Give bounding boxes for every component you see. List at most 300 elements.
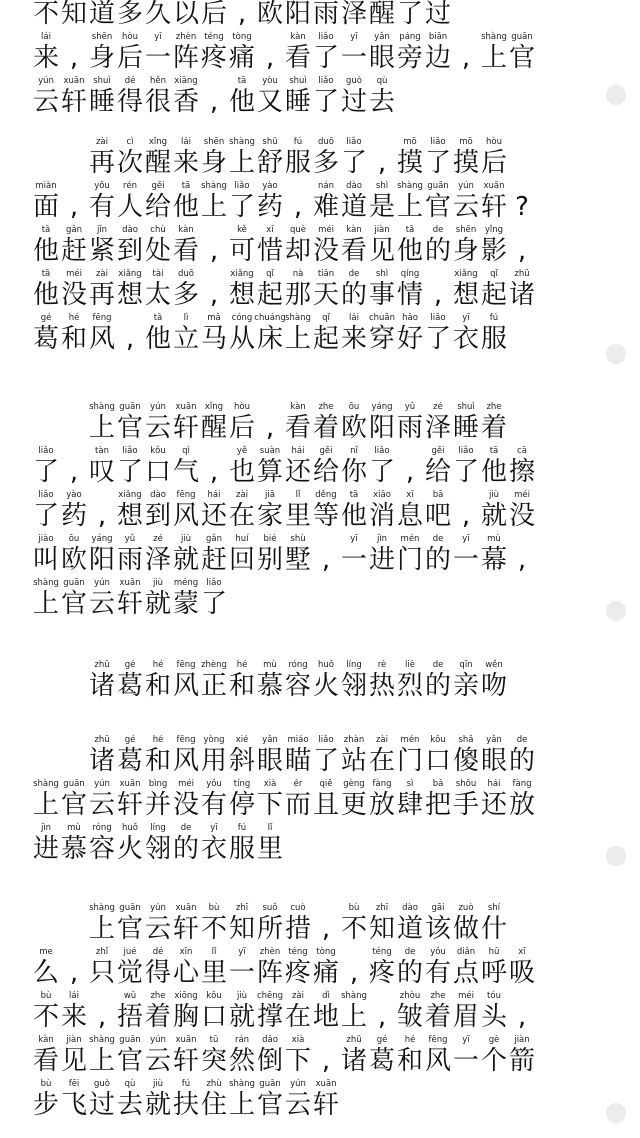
pinyin: yī [462, 313, 470, 323]
pinyin: hū [488, 947, 500, 957]
pinyin: fēng [176, 490, 196, 500]
hanzi: 了 [312, 87, 339, 117]
hanzi: 了 [452, 457, 479, 487]
ruby-char [312, 402, 340, 443]
pinyin: shuì [457, 402, 475, 412]
hanzi: 了 [424, 148, 451, 178]
hanzi: 给 [312, 457, 339, 487]
ruby-char [200, 225, 228, 266]
ruby-char [368, 0, 396, 29]
ruby-char [312, 313, 340, 354]
ruby-char [32, 32, 60, 73]
ruby-char [256, 991, 284, 1032]
pinyin: jiù [152, 1079, 164, 1089]
pinyin: shàng [481, 32, 507, 42]
hanzi: 下 [256, 790, 283, 820]
ruby-char [60, 225, 88, 266]
pinyin: zhòu [399, 991, 421, 1001]
hanzi: , [293, 192, 303, 222]
ruby-char [60, 181, 88, 222]
ruby-char [172, 181, 200, 222]
hanzi: 里 [256, 834, 283, 864]
pinyin: liǎo [318, 32, 334, 42]
hanzi: 诸 [88, 746, 115, 776]
ruby-char [312, 1035, 340, 1076]
ruby-char [256, 313, 284, 354]
ruby-char [284, 991, 312, 1032]
hanzi: 什 [480, 914, 507, 944]
hanzi: 口 [424, 746, 451, 776]
pinyin: fēng [92, 313, 112, 323]
ruby-char [228, 269, 256, 310]
scroll-marker-dot [606, 846, 626, 866]
ruby-char [368, 446, 396, 487]
ruby-char [396, 137, 424, 178]
ruby-char [144, 534, 172, 575]
hanzi: 葛 [116, 671, 143, 701]
hanzi: 措 [284, 914, 311, 944]
ruby-char [340, 76, 368, 117]
pinyin: xīn [179, 947, 193, 957]
ruby-char [396, 181, 424, 222]
hanzi: 瞄 [284, 746, 311, 776]
pinyin: jìn [376, 534, 388, 544]
hanzi: 一 [228, 958, 255, 988]
pinyin: yáng [371, 402, 393, 412]
hanzi: 轩 [480, 192, 507, 222]
pinyin: cuò [290, 903, 306, 913]
pinyin: xiōng [174, 991, 198, 1001]
hanzi: 了 [32, 501, 59, 531]
ruby-char [32, 534, 60, 575]
pinyin: liǎo [234, 181, 250, 191]
pinyin: mén [400, 735, 420, 745]
pinyin: wǔ [123, 991, 137, 1001]
pinyin: méi [66, 269, 82, 279]
pinyin: lǐ [267, 823, 273, 833]
pinyin: yún [94, 779, 110, 789]
pinyin: ér [293, 779, 303, 789]
pinyin: líng [150, 823, 166, 833]
ruby-char [396, 225, 424, 266]
pinyin: zhe [430, 991, 446, 1001]
ruby-char [340, 446, 368, 487]
ruby-char [256, 823, 284, 864]
ruby-char [312, 903, 340, 944]
hanzi: 想 [228, 280, 255, 310]
hanzi: 紧 [88, 236, 115, 266]
ruby-char [228, 991, 256, 1032]
ruby-char [256, 225, 284, 266]
hanzi: 口 [200, 1002, 227, 1032]
hanzi: , [97, 1002, 107, 1032]
hanzi: 赶 [60, 236, 87, 266]
hanzi: , [69, 457, 79, 487]
pinyin: zhù [206, 1079, 222, 1089]
ruby-char [340, 490, 368, 531]
hanzi: 诸 [508, 280, 535, 310]
pinyin: shǒu [455, 779, 477, 789]
pinyin: cì [126, 137, 134, 147]
ruby-char [228, 137, 256, 178]
hanzi: 没 [508, 501, 535, 531]
ruby-char [340, 181, 368, 222]
hanzi: 知 [228, 914, 255, 944]
hanzi: , [125, 324, 135, 354]
ruby-char [172, 402, 200, 443]
hanzi: 突 [200, 1046, 227, 1076]
ruby-char [144, 0, 172, 29]
hanzi: 没 [60, 280, 87, 310]
hanzi: 得 [144, 958, 171, 988]
hanzi: 幕 [480, 545, 507, 575]
pinyin: zuò [458, 903, 474, 913]
ruby-char [480, 947, 508, 988]
hanzi: 和 [396, 1046, 423, 1076]
ruby-char [508, 534, 536, 575]
hanzi: 轩 [172, 914, 199, 944]
pinyin: hé [404, 1035, 416, 1045]
ruby-char [424, 660, 452, 701]
ruby-char [368, 313, 396, 354]
pinyin: qíng [400, 269, 420, 279]
ruby-char [256, 269, 284, 310]
ruby-char [116, 269, 144, 310]
ruby-char [144, 735, 172, 776]
ruby-char [172, 446, 200, 487]
hanzi: 点 [452, 958, 479, 988]
ruby-char [228, 402, 256, 443]
ruby-char [256, 32, 284, 73]
text-line [32, 779, 592, 823]
ruby-char [480, 779, 508, 820]
pinyin: tā [405, 225, 415, 235]
pinyin: hé [152, 735, 164, 745]
ruby-char [396, 947, 424, 988]
pinyin: xuān [315, 1079, 337, 1089]
hanzi: 停 [228, 790, 255, 820]
hanzi: 吻 [480, 671, 507, 701]
pinyin: jiù [180, 534, 192, 544]
hanzi: , [209, 457, 219, 487]
hanzi: 再 [88, 280, 115, 310]
ruby-char [396, 32, 424, 73]
ruby-char [312, 225, 340, 266]
ruby-char [368, 991, 396, 1032]
ruby-char [228, 823, 256, 864]
hanzi: 和 [144, 746, 171, 776]
hanzi: 身 [200, 148, 227, 178]
pinyin: zài [291, 991, 305, 1001]
ruby-char [200, 181, 228, 222]
ruby-char [200, 779, 228, 820]
ruby-char [32, 446, 60, 487]
hanzi: 醒 [368, 0, 395, 29]
pinyin: shí [487, 903, 501, 913]
ruby-char [88, 991, 116, 1032]
pinyin: mǎ [207, 313, 221, 323]
pinyin: lái [349, 313, 359, 323]
ruby-char [172, 137, 200, 178]
hanzi: 给 [424, 457, 451, 487]
pinyin: fàng [372, 779, 392, 789]
hanzi: 欧 [60, 545, 87, 575]
ruby-char [284, 947, 312, 988]
hanzi: 服 [228, 834, 255, 864]
hanzi: 和 [144, 671, 171, 701]
ruby-char [256, 534, 284, 575]
hanzi: 摸 [452, 148, 479, 178]
ruby-char [508, 1035, 536, 1076]
pinyin: jiàn [66, 1035, 82, 1045]
ruby-char [480, 137, 508, 178]
ruby-char [452, 490, 480, 531]
hanzi: 又 [256, 87, 283, 117]
hanzi: 容 [88, 834, 115, 864]
pinyin: xiǎng [230, 269, 254, 279]
ruby-char [88, 1035, 116, 1076]
pinyin: dǎo [262, 1035, 278, 1045]
hanzi: 赶 [200, 545, 227, 575]
hanzi: 在 [368, 746, 395, 776]
ruby-char [508, 735, 536, 776]
hanzi: 睡 [452, 413, 479, 443]
ruby-char [32, 823, 60, 864]
ruby-char [60, 578, 88, 619]
pinyin: yǎn [262, 735, 278, 745]
ruby-char [284, 446, 312, 487]
pinyin: bù [40, 1079, 52, 1089]
pinyin: yī [154, 32, 162, 42]
ruby-char [116, 947, 144, 988]
ruby-char [116, 903, 144, 944]
pinyin: shàng [341, 991, 367, 1001]
pinyin: diǎn [456, 947, 476, 957]
ruby-char [284, 269, 312, 310]
ruby-char [368, 779, 396, 820]
ruby-char [228, 779, 256, 820]
pinyin: kàn [346, 225, 362, 235]
pinyin: yún [150, 1035, 166, 1045]
pinyin: yún [458, 181, 474, 191]
hanzi: 撑 [256, 1002, 283, 1032]
pinyin: dào [402, 903, 418, 913]
hanzi: , [517, 1002, 527, 1032]
ruby-char [312, 446, 340, 487]
ruby-char [172, 490, 200, 531]
ruby-char [200, 823, 228, 864]
hanzi: 翎 [144, 834, 171, 864]
hanzi: 门 [396, 746, 423, 776]
hanzi: 傻 [452, 746, 479, 776]
hanzi: 见 [60, 1046, 87, 1076]
text-line [32, 735, 592, 779]
ruby-char [424, 225, 452, 266]
pinyin: tā [41, 225, 51, 235]
hanzi: 飞 [60, 1090, 87, 1120]
ruby-char [60, 269, 88, 310]
ruby-char [452, 402, 480, 443]
pinyin: zài [235, 490, 249, 500]
hanzi: 好 [396, 324, 423, 354]
pinyin: yī [350, 534, 358, 544]
ruby-char [32, 269, 60, 310]
text-line [32, 0, 592, 32]
pinyin: de [432, 534, 444, 544]
pinyin: zhī [235, 903, 249, 913]
pinyin: róng [92, 823, 112, 833]
pinyin: zhèn [175, 32, 197, 42]
ruby-char [32, 991, 60, 1032]
pinyin: guān [63, 578, 85, 588]
hanzi: 了 [424, 324, 451, 354]
ruby-char [200, 578, 228, 619]
text-line [32, 534, 592, 578]
hanzi: 气 [172, 457, 199, 487]
paragraph [32, 0, 592, 120]
ruby-char [396, 779, 424, 820]
ruby-char [144, 1079, 172, 1120]
hanzi: , [209, 280, 219, 310]
ruby-char [480, 181, 508, 222]
ruby-char [88, 269, 116, 310]
ruby-char [452, 225, 480, 266]
ruby-char [60, 0, 88, 29]
hanzi: 该 [424, 914, 451, 944]
hanzi: 就 [144, 1090, 171, 1120]
pinyin: guān [511, 32, 533, 42]
pinyin: yī [462, 534, 470, 544]
ruby-char [172, 32, 200, 73]
pinyin: xuān [175, 903, 197, 913]
hanzi: 处 [144, 236, 171, 266]
ruby-char [116, 313, 144, 354]
hanzi: , [209, 236, 219, 266]
hanzi: 事 [368, 280, 395, 310]
hanzi: 床 [256, 324, 283, 354]
pinyin: yǎn [374, 32, 390, 42]
pinyin: qǐ [322, 313, 330, 323]
hanzi: 眉 [452, 1002, 479, 1032]
hanzi: 他 [480, 457, 507, 487]
ruby-char [312, 534, 340, 575]
pinyin: xuān [63, 76, 85, 86]
pinyin: lái [69, 991, 79, 1001]
hanzi: 着 [424, 1002, 451, 1032]
pinyin: shàng [229, 1079, 255, 1089]
pinyin: yún [94, 578, 110, 588]
hanzi: 云 [32, 87, 59, 117]
hanzi: 官 [508, 43, 535, 73]
hanzi: 看 [284, 43, 311, 73]
pinyin: zài [95, 269, 109, 279]
ruby-char [452, 32, 480, 73]
pinyin: mù [67, 823, 81, 833]
hanzi: 欧 [256, 0, 283, 29]
pinyin: liè [405, 660, 415, 670]
pinyin: fēng [428, 1035, 448, 1045]
hanzi: 也 [228, 457, 255, 487]
pinyin: dé [152, 947, 164, 957]
pinyin: yǔ [124, 534, 136, 544]
pinyin: nán [318, 181, 334, 191]
hanzi: 就 [172, 545, 199, 575]
pinyin: guān [119, 402, 141, 412]
pinyin: xī [518, 947, 526, 957]
pinyin: fú [181, 1079, 191, 1089]
ruby-char [172, 76, 200, 117]
ruby-char [284, 1079, 312, 1120]
pinyin: lái [41, 32, 51, 42]
hanzi: , [349, 958, 359, 988]
hanzi: 阵 [172, 43, 199, 73]
hanzi: 上 [32, 790, 59, 820]
hanzi: 然 [228, 1046, 255, 1076]
pinyin: fēng [176, 735, 196, 745]
hanzi: 着 [312, 413, 339, 443]
hanzi: 得 [116, 87, 143, 117]
ruby-char [368, 137, 396, 178]
ruby-char [368, 947, 396, 988]
ruby-char [424, 735, 452, 776]
pinyin: jiù [152, 578, 164, 588]
ruby-char [396, 402, 424, 443]
ruby-char [144, 903, 172, 944]
ruby-char [480, 991, 508, 1032]
ruby-char [452, 947, 480, 988]
hanzi: 去 [116, 1090, 143, 1120]
text-line [32, 1035, 592, 1079]
hanzi: 葛 [116, 746, 143, 776]
hanzi: 的 [340, 280, 367, 310]
hanzi: 亲 [452, 671, 479, 701]
ruby-char [424, 32, 452, 73]
ruby-char [480, 660, 508, 701]
hanzi: 过 [88, 1090, 115, 1120]
hanzi: 轩 [116, 790, 143, 820]
hanzi: 葛 [32, 324, 59, 354]
ruby-char [60, 76, 88, 117]
ruby-char [452, 991, 480, 1032]
pinyin: qù [124, 1079, 136, 1089]
hanzi: 看 [32, 1046, 59, 1076]
pinyin: tiān [317, 269, 335, 279]
hanzi: 惜 [256, 236, 283, 266]
hanzi: , [265, 413, 275, 443]
hanzi: 阳 [284, 0, 311, 29]
hanzi: , [377, 148, 387, 178]
ruby-char [116, 32, 144, 73]
pinyin: kàn [38, 1035, 54, 1045]
hanzi: 衣 [452, 324, 479, 354]
ruby-char [284, 181, 312, 222]
pinyin: biān [428, 32, 448, 42]
ruby-char [116, 823, 144, 864]
hanzi: 火 [116, 834, 143, 864]
ruby-char [340, 947, 368, 988]
ruby-char [228, 313, 256, 354]
hanzi: 疼 [200, 43, 227, 73]
pinyin: jìn [40, 823, 52, 833]
hanzi: 多 [116, 0, 143, 29]
pinyin: tā [153, 313, 163, 323]
ruby-char [368, 490, 396, 531]
ruby-char [312, 735, 340, 776]
ruby-char [452, 269, 480, 310]
ruby-char [312, 76, 340, 117]
pinyin: guān [427, 181, 449, 191]
hanzi: 知 [368, 914, 395, 944]
